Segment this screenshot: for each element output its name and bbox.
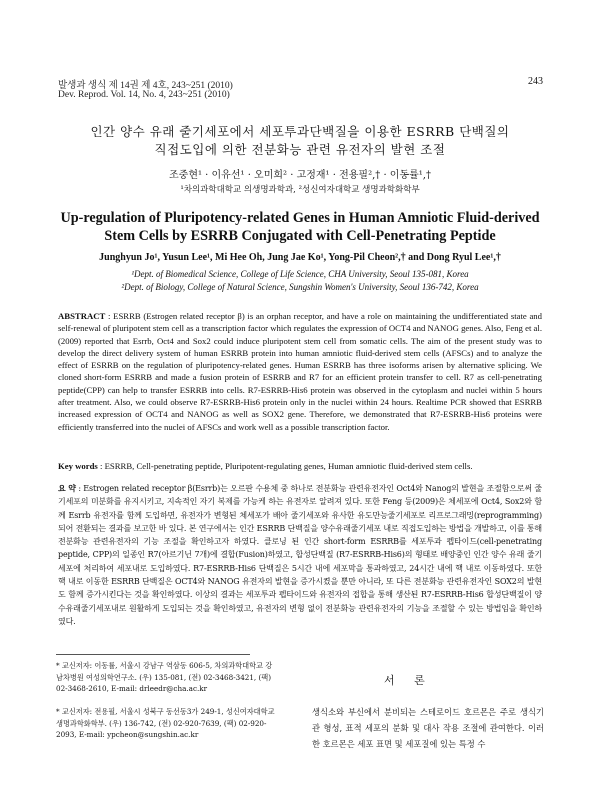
- english-title-line1: Up-regulation of Pluripotency-related Genes in Human Amniotic Fluid-derived: [60, 210, 540, 226]
- korean-title-line1: 인간 양수 유래 줄기세포에서 세포투과단백질을 이용한 ESRRB 단백질의: [90, 124, 510, 139]
- introduction-heading: 서 론: [384, 674, 433, 687]
- korean-abstract-label: 요 약: [58, 483, 76, 493]
- abstract: [58, 310, 542, 433]
- keywords-text: : ESRRB, Cell-penetrating peptide, Pluripotent-regulating genes, Human amniotic fluid-derived stem cells.: [100, 461, 473, 471]
- introduction-text: 생식소와 부신에서 분비되는 스테로이드 호르몬은 주로 생식기관 형성, 표적 세포의 분화 및 대사 작용 조절에 관여한다. 이러한 호르몬은 세포 표면 및 세포질에 있는 특정 수: [312, 707, 544, 749]
- korean-abstract-text: : Estrogen related receptor β(Esrrb)는 오르판 수용체 중 하나로 전분화능 관련유전자인 Oct4와 Nanog의 발현을 조절함으로써 줄기세포의 미분화를 유지시키고, 지속적인 자기 복제를 가능케 하는 유전자로 알려져 있다. 또한 Feng 등(2009)은 체세포에 Oct4, Sox2와 함께 Esrrb 유전자를 함께 도입하면, 유전자가 변형된 체세포가 배아 줄기세포와 유사한 유도만능줄기세포로 리프로그래밍(reprogramming)되어 전환되는 결과를 보고한 바 있다. 본 연구에서는 인간 ESRRB 단백질을 양수유래줄기세포 내로 직접도입하는 방법을 개발하고, 이를 통해 전분화능 관련유전자의 기능 조절을 확인하고자 하였다. 클로닝 된 인간 short-form ESRRB를 세포투과 펩타이드(cell-penetrating peptide, CPP)의 일종인 R7(아르기닌 7개)에 결합(Fusion)하였고, 합성단백질 (R7-ESRRB-His6)의 형태로 배양중인 인간 양수 유래 줄기세포에 처리하여 세포내로 도입하였다. R7-ESRRB-His6 단백질은 5시간 내에 세포막을 통과하였고, 24시간 내에 핵 내로 이동하였다. 또한 핵 내로 이동한 ESRRB 단백질은 OCT4와 NANOG 유전자의 발현을 증가시켰을 뿐만 아니라, 또 다른 전분화능 관련유전자인 SOX2의 발현도 함께 증가시킨다는 것을 확인하였다. 이상의 결과는 세포투과 펩타이드와 유전자의 접합을 통해 생산된 R7-ESRRB-His6 합성단백질이 양수유래줄기세포내로 원활하게 도입되는 것을 확인하였고, 유전자의 변형 없이 전분화능 관련유전자의 기능을 조절할 수 있는 방법임을 확인하였다.: [58, 484, 542, 626]
- abstract-text: : ESRRB (Estrogen related receptor β) is an orphan receptor, and have a role on maintaining the undifferentiated state and self-renewal of pluripotent stem cell as a transcription factor which regulates the expression of OCT4 and NANOG genes. Also, Feng et al. (2009) reported that Esrrb, Oct4 and Sox2 could induce pluripotent stem cell from somatic cells. The aim of the present study was to develop the direct delivery system of human ESRRB protein into human amniotic fluid-derived stem cells (AFSCs) and to analyze the effect of ESRRB on the regulation of pluripotency-related genes. Human ESRRB has three isoforms arisen by alternative splicing. We cloned short-form ESRRB and made a fusion protein of ESRRB and R7 for an efficient protein transfer to cell. R7 as cell-penetrating peptide(CPP) can help to transfer ESRRB into cells. R7-ESRRB-His6 protein was observed in the cytoplasm and nuclei within 5 hours after treatment. Also, we could observe R7-ESRRB-His6 protein only in the nuclei within 24 hours. Realtime PCR showed that ESRRB increased expression of OCT4 and NANOG as well as SOX2 gene. Therefore, we demonstrated that R7-ESRRB-His6 proteins were efficiently transferred into the nuclei of AFSCs and work well as a possible transcription factor.: [58, 311, 542, 432]
- korean-abstract: [58, 482, 542, 628]
- abstract-label: ABSTRACT: [58, 311, 106, 321]
- english-authors: Junghyun Jo¹, Yusun Lee¹, Mi Hee Oh, Jung Jae Ko¹, Yong-Pil Cheon²,† and Dong Ryul Lee¹,†: [99, 252, 501, 263]
- footnote-corresponding-author-2: * 교신저자: 전용필, 서울시 성북구 동선동3가 249-1, 성신여자대학교 생명과학화학부. (우) 136-742, (전) 02-920-7639, (팩) 02-920-2093, E-mail: ypcheon@sungshin.ac.kr: [56, 707, 275, 739]
- english-affiliation-2: ²Dept. of Biology, College of Natural Science, Sungshin Women's University, Seoul 136-742, Korea: [121, 282, 479, 292]
- english-affiliation-1: ¹Dept. of Biomedical Science, College of Life Science, CHA University, Seoul 135-081, Korea: [131, 269, 469, 279]
- korean-affiliations: ¹차의과학대학교 의생명과학과, ²성신여자대학교 생명과학화학부: [180, 185, 420, 195]
- english-title-line2: Stem Cells by ESRRB Conjugated with Cell-Penetrating Peptide: [104, 228, 496, 244]
- journal-header-korean: 발생과 생식 제 14권 제 4호, 243~251 (2010): [58, 81, 233, 91]
- korean-authors: 조중현¹ · 이유선¹ · 오미희² · 고정재¹ · 전용필²,† · 이동률¹,†: [169, 170, 431, 181]
- footnote-divider: [56, 654, 250, 655]
- keywords: [58, 461, 542, 471]
- journal-header-english: Dev. Reprod. Vol. 14, No. 4, 243~251 (2010): [58, 90, 230, 100]
- page-number: 243: [528, 76, 543, 87]
- footnote-corresponding-author-1: * 교신저자: 이동률, 서울시 강남구 역삼동 606-5, 차의과학대학교 강남차병원 여성의학연구소. (우) 135-081, (전) 02-3468-3421, (팩) 02-3468-2610, E-mail: drleedr@cha.ac.kr: [56, 661, 273, 693]
- keywords-label: Key words: [58, 461, 98, 471]
- korean-title-line2: 직접도입에 의한 전분화능 관련 유전자의 발현 조절: [154, 142, 446, 157]
